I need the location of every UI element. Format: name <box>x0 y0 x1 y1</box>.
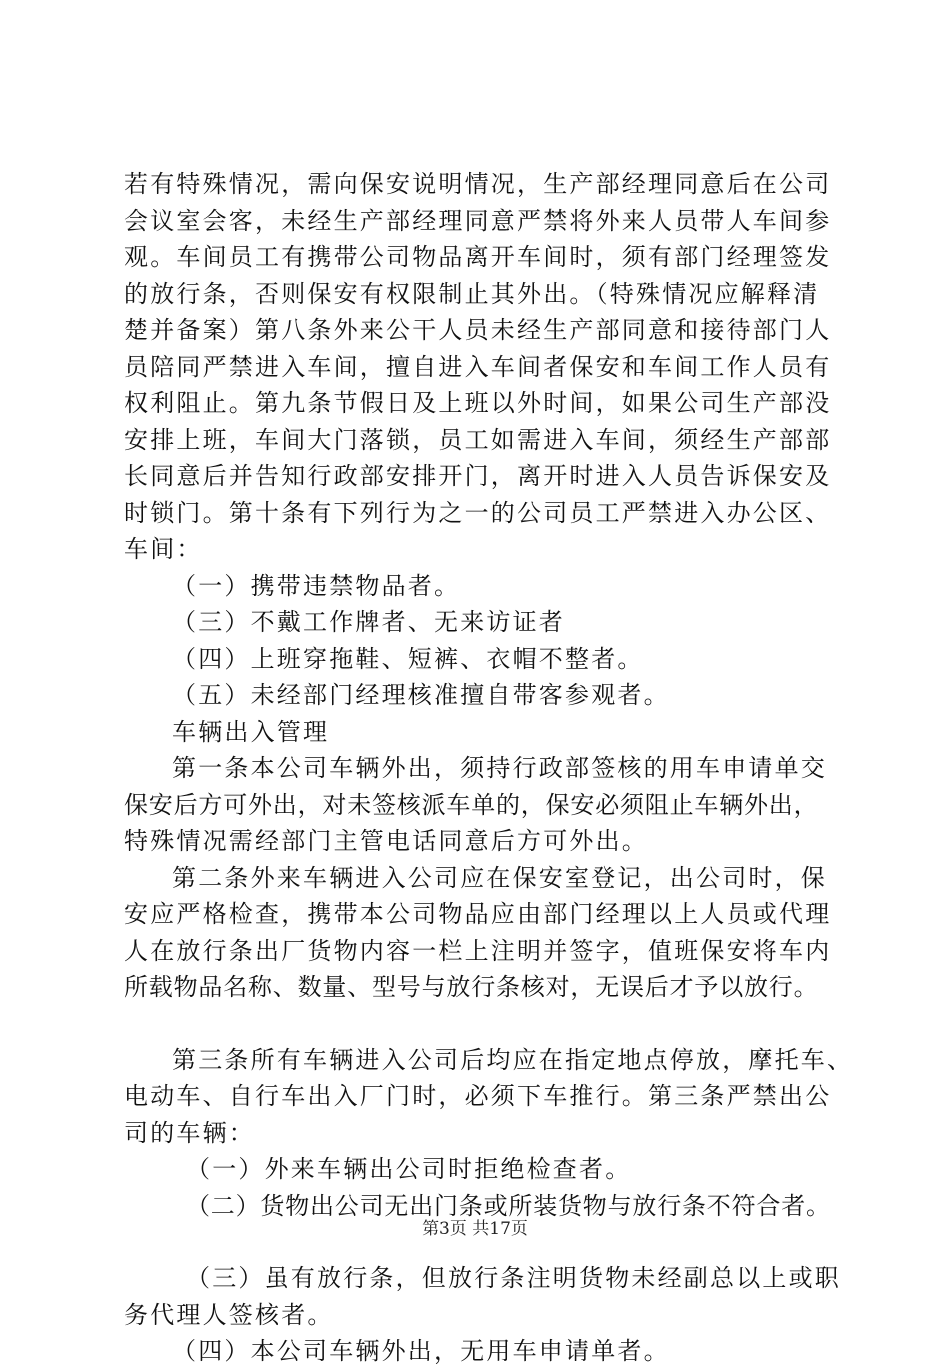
list-item: （三）不戴工作牌者、无来访证者 <box>172 608 565 636</box>
text-line: （三）虽有放行条，但放行条注明货物未经副总以上或职 <box>186 1264 841 1292</box>
text-line: 安应严格检查，携带本公司物品应由部门经理以上人员或代理 <box>124 900 832 928</box>
text-line: 务代理人签核者。 <box>124 1300 334 1329</box>
text-line: 时锁门。第十条有下列行为之一的公司员工严禁进入办公区、 <box>124 498 832 527</box>
text-line: 司的车辆： <box>124 1118 255 1147</box>
list-item: （五）未经部门经理核准擅自带客参观者。 <box>172 681 670 709</box>
text-line: 第二条外来车辆进入公司应在保安室登记，出公司时，保 <box>172 863 827 892</box>
paragraph-vehicle-rule-1 <box>124 750 844 860</box>
page-number-footer: 第3页 共17页 <box>422 1219 528 1239</box>
text-line: 的放行条，否则保安有权限制止其外出。（特殊情况应解释清 <box>124 279 820 308</box>
paragraph-visitor-rules <box>124 166 844 568</box>
list-item: （四）本公司车辆外出，无用车申请单者。 <box>172 1337 670 1365</box>
text-line: 观。车间员工有携带公司物品离开车间时，须有部门经理签发 <box>124 243 832 271</box>
list-prohibited-persons <box>124 568 844 714</box>
section-title: 车辆出入管理 <box>172 717 330 746</box>
text-line: 安排上班，车间大门落锁，员工如需进入车间，须经生产部部 <box>124 425 832 454</box>
text-line: 特殊情况需经部门主管电话同意后方可外出。 <box>124 827 648 855</box>
text-line: 长同意后并告知行政部安排开门，离开时进入人员告诉保安及 <box>124 462 832 490</box>
list-prohibited-vehicles-cont <box>124 1333 844 1370</box>
text-line: 车间： <box>124 535 203 563</box>
text-line: 保安后方可外出，对未签核派车单的，保安必须阻止车辆外出， <box>124 790 819 819</box>
text-line: 所载物品名称、数量、型号与放行条核对，无误后才予以放行。 <box>124 973 819 1001</box>
list-item: （一）携带违禁物品者。 <box>172 571 461 600</box>
text-line: 若有特殊情况，需向保安说明情况，生产部经理同意后在公司 <box>124 170 832 198</box>
text-line: 权利阻止。第九条节假日及上班以外时间，如果公司生产部没 <box>124 389 832 417</box>
text-line: 人在放行条出厂货物内容一栏上注明并签字，值班保安将车内 <box>124 936 832 965</box>
paragraph-vehicle-rule-3-item-3 <box>124 1260 844 1333</box>
text-line: 第三条所有车辆进入公司后均应在指定地点停放，摩托车、 <box>172 1045 854 1074</box>
text-line: 第一条本公司车辆外出，须持行政部签核的用车申请单交 <box>172 754 827 782</box>
document-body <box>124 166 854 1370</box>
text-line: 楚并备案）第八条外来公干人员未经生产部同意和接待部门人 <box>124 316 832 344</box>
text-line: 员陪同严禁进入车间，擅自进入车间者保安和车间工作人员有 <box>124 352 832 381</box>
list-item: （四）上班穿拖鞋、短裤、衣帽不整者。 <box>172 644 644 673</box>
list-item: （一）外来车辆出公司时拒绝检查者。 <box>186 1155 632 1183</box>
paragraph-vehicle-rule-2 <box>124 860 844 1006</box>
list-item: （二）货物出公司无出门条或所装货物与放行条不符合者。 <box>186 1191 831 1220</box>
paragraph-vehicle-rule-3 <box>124 1042 854 1152</box>
blank-line <box>124 1006 844 1042</box>
text-line: 会议室会客，未经生产部经理同意严禁将外来人员带人车间参 <box>124 206 832 235</box>
text-line: 电动车、自行车出入厂门时，必须下车推行。第三条严禁出公 <box>124 1082 832 1110</box>
